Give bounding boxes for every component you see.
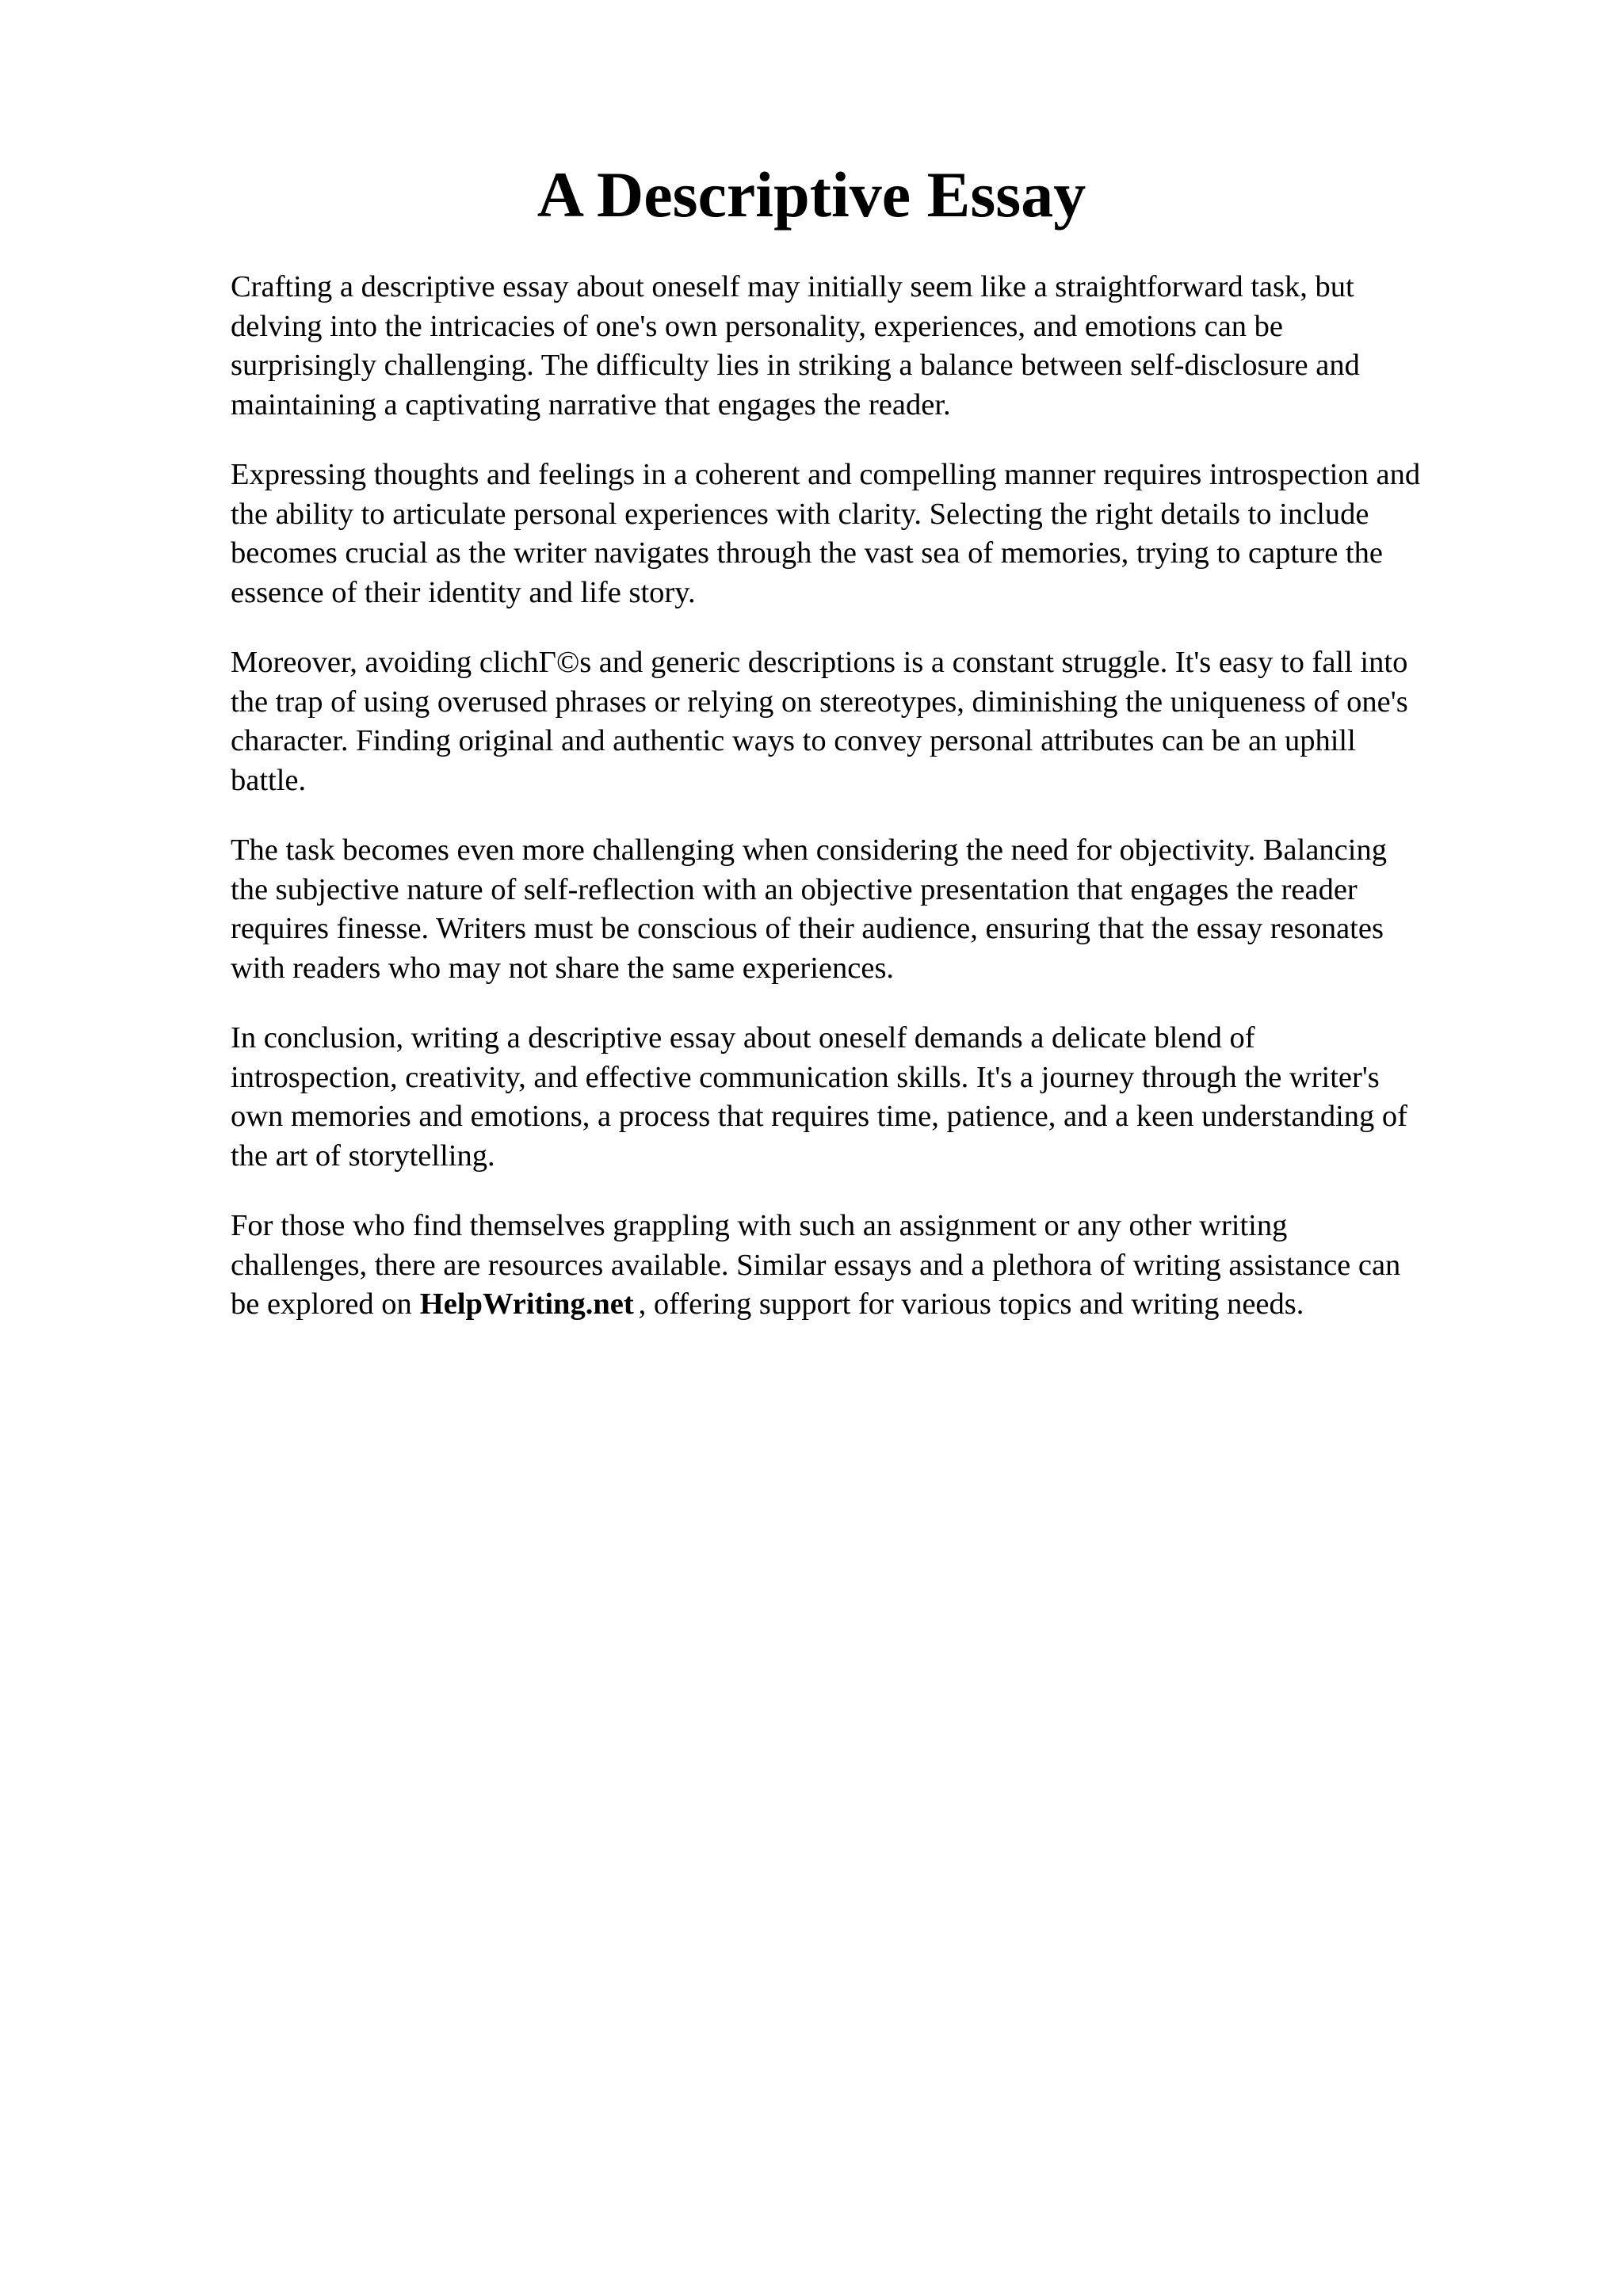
paragraph-line: challenges, there are resources available. Similar essays and a plethora of writing assistance can (231, 1248, 1401, 1282)
paragraph-line: Moreover, avoiding clichГ©s and generic descriptions is a constant struggle. It's easy to fall into (231, 646, 1408, 679)
paragraph-1 (231, 268, 1538, 425)
paragraph-text: be explored on (231, 1287, 412, 1321)
helpwriting-link[interactable]: HelpWriting.net (419, 1287, 634, 1321)
paragraph-line: surprisingly challenging. The difficulty lies in striking a balance between self-disclosure and (231, 349, 1360, 382)
document-body (231, 268, 1538, 1356)
paragraph-line: own memories and emotions, a process that requires time, patience, and a keen understanding of (231, 1100, 1407, 1133)
paragraph-line: The task becomes even more challenging when considering the need for objectivity. Balancing (231, 833, 1387, 867)
paragraph-5 (231, 1019, 1538, 1176)
paragraph-line: the art of storytelling. (231, 1138, 495, 1173)
document-title: A Descriptive Essay (537, 158, 1086, 231)
paragraph-line: with readers who may not share the same experiences. (231, 951, 895, 985)
paragraph-text: , offering support for various topics and writing needs. (638, 1287, 1304, 1321)
paragraph-line: battle. (231, 763, 307, 797)
paragraph-2 (231, 456, 1538, 612)
paragraph-line: In conclusion, writing a descriptive essay about oneself demands a delicate blend of (231, 1021, 1255, 1055)
paragraph-line: For those who find themselves grappling with such an assignment or any other writing (231, 1209, 1288, 1242)
paragraph-6 (231, 1207, 1538, 1325)
paragraph-line: Expressing thoughts and feelings in a coherent and compelling manner requires introspection and (231, 458, 1421, 491)
paragraph-line: becomes crucial as the writer navigates through the vast sea of memories, trying to capture the (231, 536, 1383, 570)
paragraph-line: essence of their identity and life story. (231, 575, 696, 609)
paragraph-line: character. Finding original and authentic ways to convey personal attributes can be an uphill (231, 724, 1356, 757)
paragraph-line: maintaining a captivating narrative that engages the reader. (231, 387, 951, 421)
paragraph-line: the ability to articulate personal experiences with clarity. Selecting the right details to include (231, 497, 1369, 531)
paragraph-4 (231, 831, 1538, 988)
paragraph-line: delving into the intricacies of one's own personality, experiences, and emotions can be (231, 309, 1284, 343)
paragraph-3 (231, 643, 1538, 800)
paragraph-last-line (231, 1285, 1538, 1325)
paragraph-line: requires finesse. Writers must be conscious of their audience, ensuring that the essay resonates (231, 912, 1384, 945)
paragraph-line: the trap of using overused phrases or relying on stereotypes, diminishing the uniqueness of one's (231, 685, 1408, 719)
paragraph-line: the subjective nature of self-reflection with an objective presentation that engages the reader (231, 872, 1358, 906)
paragraph-line: Crafting a descriptive essay about oneself may initially seem like a straightforward task, but (231, 270, 1354, 303)
paragraph-line: introspection, creativity, and effective communication skills. It's a journey through the writer's (231, 1060, 1380, 1094)
